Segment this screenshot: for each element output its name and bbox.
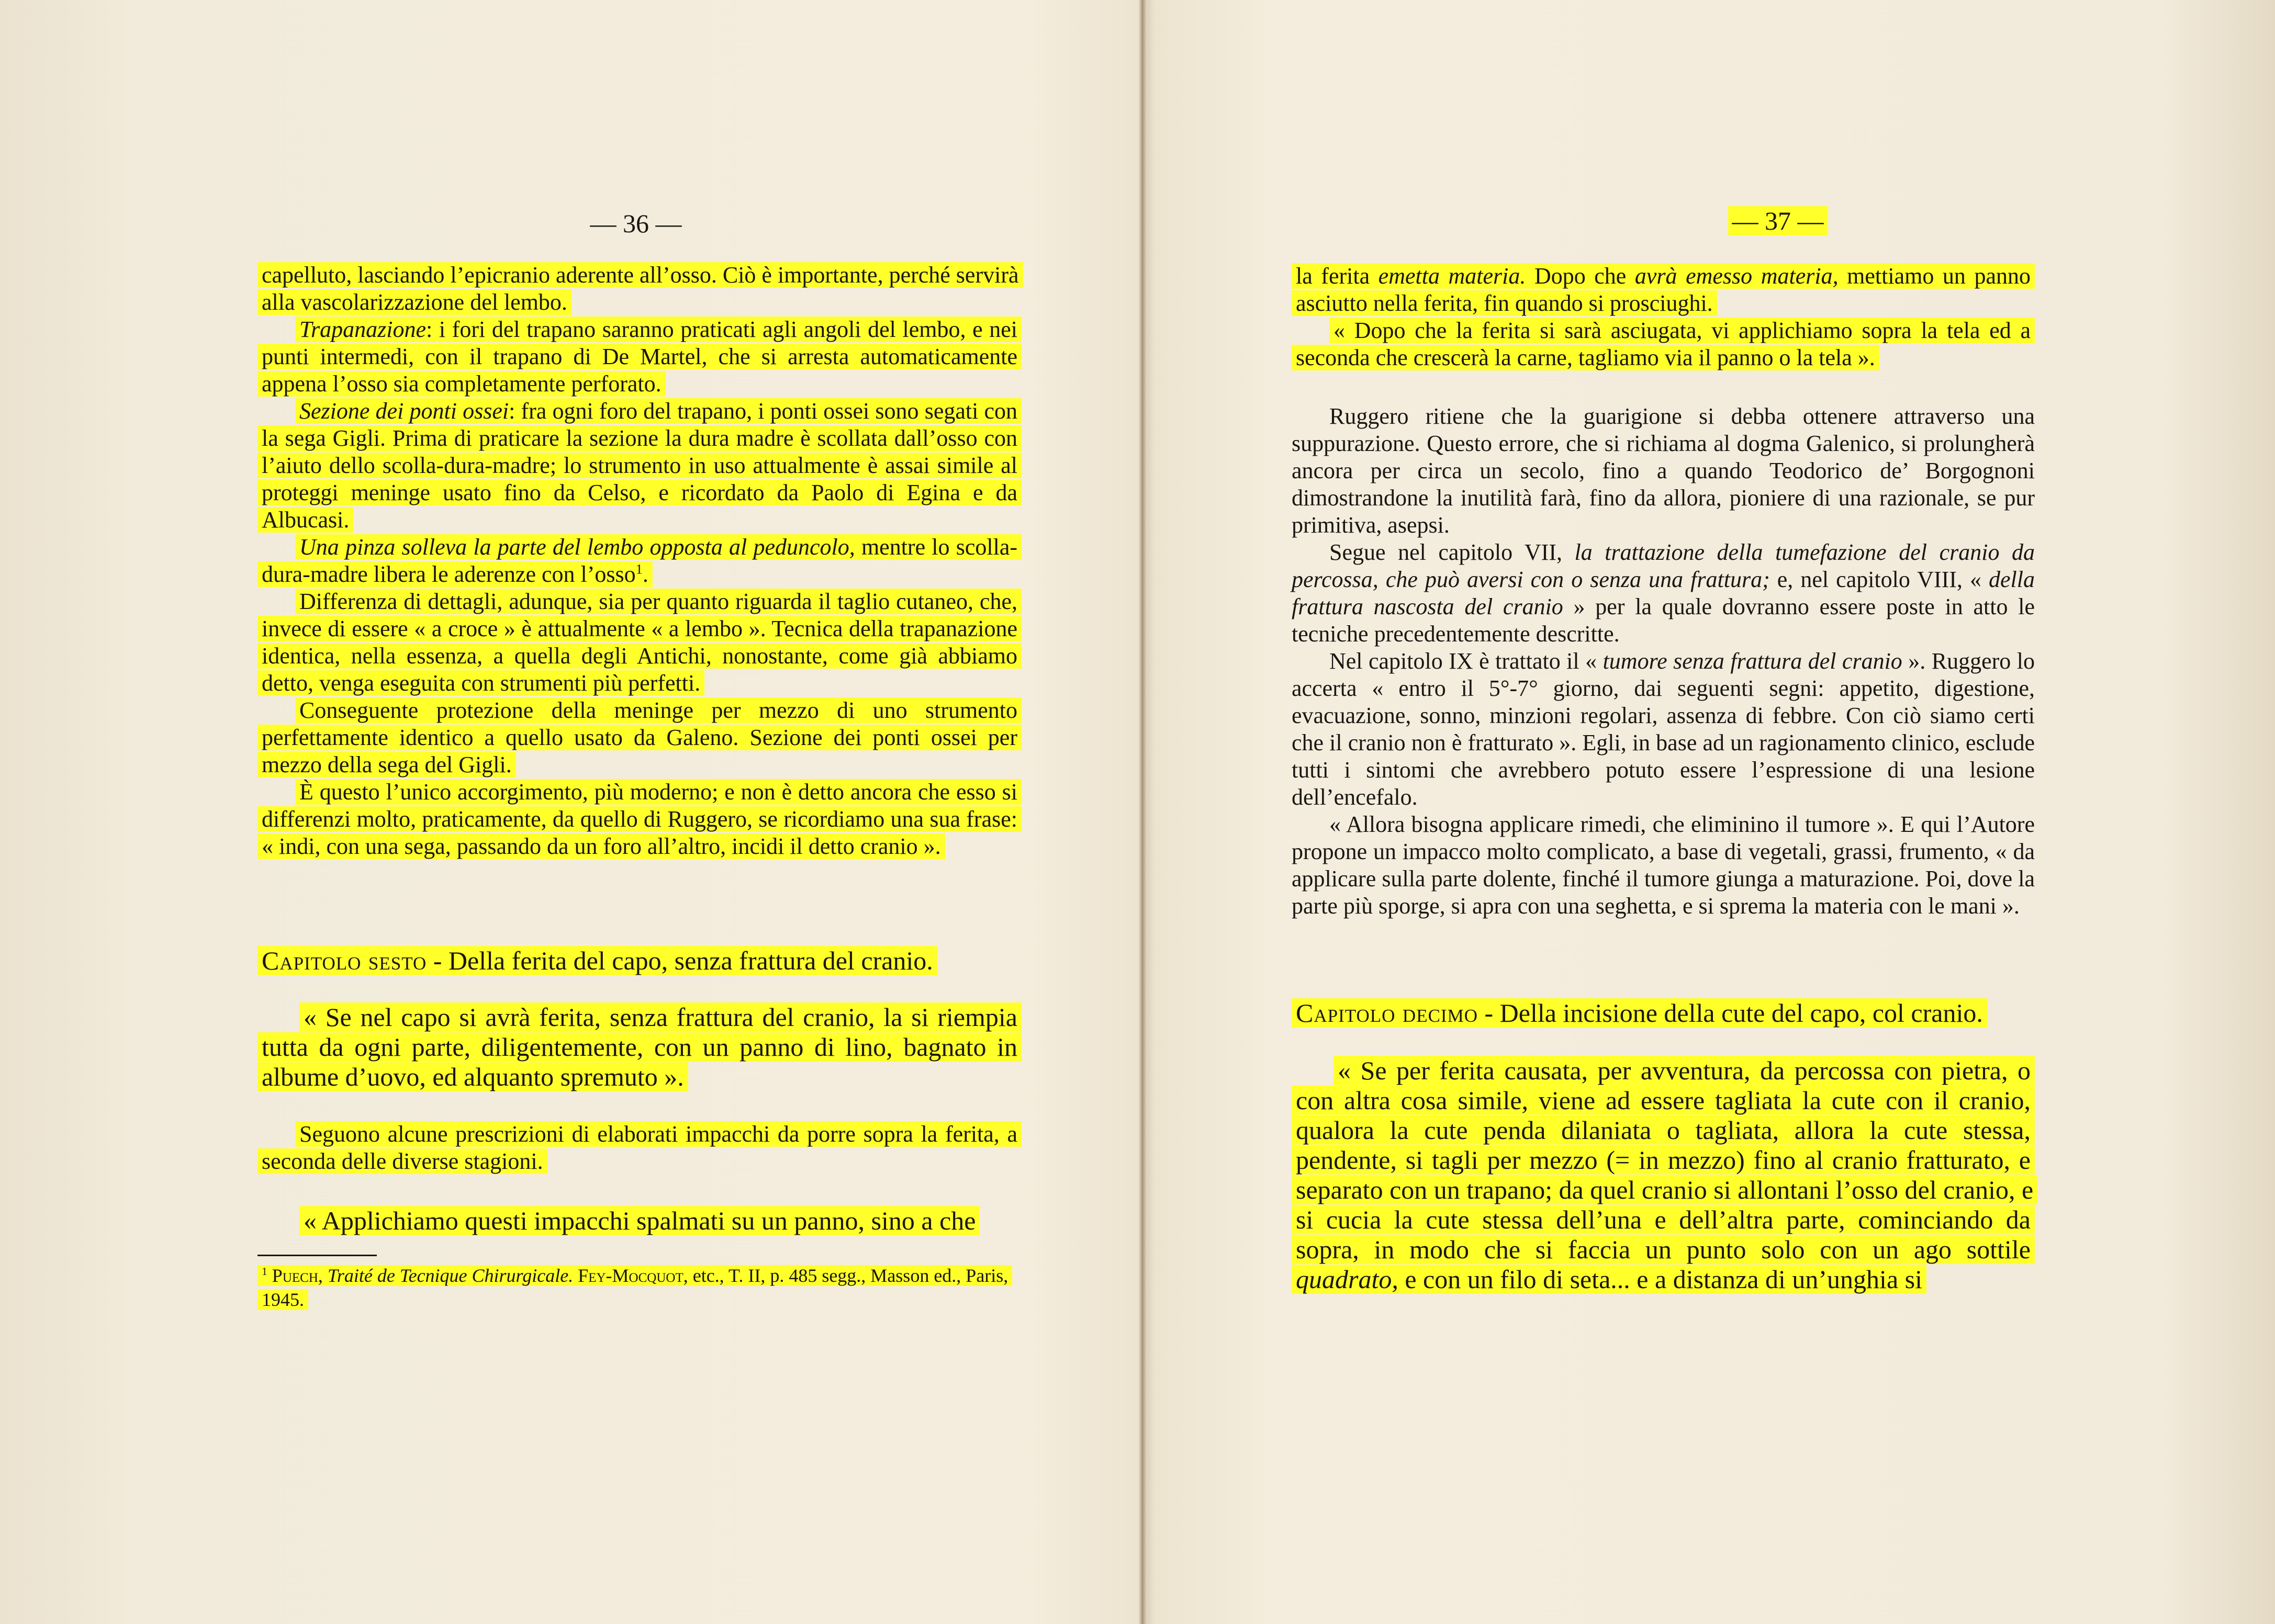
- right-page: [1146, 0, 2275, 1624]
- paragraph: Ruggero ritiene che la guarigione si debba ottenere attraverso una suppurazione. Questo errore, che si richiama al dogma Galenico, si prolungherà ancora per circa un secolo, fino a quando Teodorico de’ Borgognoni dimostrandone la inutilità farà, fino da allora, pioniere di una razionale, se pur primitiva, asepsi.: [1292, 403, 2035, 538]
- paragraph: Una pinza solleva la parte del lembo opposta al peduncolo, mentre lo scolla-dura-madre libera le aderenze con l’osso$^1$.: [257, 534, 1022, 588]
- paragraph: Conseguente protezione della meninge per mezzo di uno strumento perfettamente identico a quello usato da Galeno. Sezione dei ponti ossei per mezzo della sega del Gigli.: [257, 697, 1022, 779]
- chapter-heading-left: Capitolo sesto - Della ferita del capo, senza frattura del cranio.: [257, 945, 937, 976]
- paragraph: Segue nel capitolo VII, la trattazione della tumefazione del cranio da percossa, che può aversi con o senza una frattura; e, nel capitolo VIII, « della frattura nascosta del cranio » per la quale dovranno essere poste in atto le tecniche precedentemente descritte.: [1292, 539, 2035, 647]
- paragraph: « Allora bisogna applicare rimedi, che eliminino il tumore ». E qui l’Autore propone un impacco molto complicato, a base di vegetali, grassi, frumento, « da applicare sulla parte dolente, finché il tumore giunga a maturazione. Poi, dove la parte più sporge, si apra con una seghetta, e si sprema la materia con le mani ».: [1292, 811, 2035, 919]
- left-body-text: [257, 262, 1022, 860]
- page-number-right: — 37 —: [1673, 206, 1882, 236]
- footnote-rule: [257, 1255, 377, 1256]
- footnote: $^1$ Puech, Traité de Tecnique Chirurgicale. Fey-Mocquot, etc., T. II, p. 485 segg., Masson ed., Paris, 1945.: [257, 1264, 1032, 1312]
- quote-block-right: « Se per ferita causata, per avventura, da percossa con pietra, o con altra cosa simile, viene ad essere tagliata la cute con il cranio, qualora la cute penda dilaniata o tagliata, allora la cute stessa, pendente, si tagli per mezzo (= in mezzo) fino al cranio fratturato, e separato con un trapano; da quel cranio si allontani l’osso del cranio, e si cucia la cute stessa dell’una e dell’altra parte, cominciando da sopra, in modo che si faccia un punto solo con un ago sottile quadrato, e con un filo di seta... e a distanza di un’unghia si: [1292, 1056, 2035, 1294]
- paragraph: Trapanazione: i fori del trapano saranno praticati agli angoli del lembo, e nei punti intermedi, con il trapano di De Martel, che si arresta automaticamente appena l’osso sia completamente perforato.: [257, 316, 1022, 398]
- book-gutter: [1139, 0, 1146, 1624]
- quote-last-line-left: « Applichiamo questi impacchi spalmati su un panno, sino a che: [257, 1206, 1022, 1236]
- paragraph: Nel capitolo IX è trattato il « tumore senza frattura del cranio ». Ruggero lo accerta « entro il 5°-7° giorno, dai seguenti segni: appetito, digestione, evacuazione, sonno, minzioni regolari, assenza di febbre. Con ciò siamo certi che il cranio non è fratturato ». Egli, in base ad un ragionamento clinico, esclude tutti i sintomi che avrebbero potuto essere l’espressione di una lesione dell’encefalo.: [1292, 648, 2035, 810]
- paragraph: Sezione dei ponti ossei: fra ogni foro del trapano, i ponti ossei sono segati con la sega Gigli. Prima di praticare la sezione la dura madre è scollata dall’osso con l’aiuto dello scolla-dura-madre; lo strumento in uso attualmente è assai simile al proteggi meninge usato fino da Celso, e ricordato da Paolo di Egina e da Albucasi.: [257, 398, 1022, 534]
- paragraph: È questo l’unico accorgimento, più moderno; e non è detto ancora che esso si differenzi molto, praticamente, da quello di Ruggero, se ricordiamo una sua frase: « indi, con una sega, passando da un foro all’altro, incidi il detto cranio ».: [257, 779, 1022, 860]
- quote-block-left: « Se nel capo si avrà ferita, senza frattura del cranio, la si riempia tutta da ogni parte, diligentemente, con un panno di lino, bagnato in albume d’uovo, ed alquanto spremuto ».: [257, 1002, 1022, 1092]
- paragraph: Differenza di dettagli, adunque, sia per quanto riguarda il taglio cutaneo, che, invece di essere « a croce » è attualmente « a lembo ». Tecnica della trapanazione identica, nella essenza, a quella degli Antichi, nonostante, come già abbiamo detto, venga eseguita con strumenti più perfetti.: [257, 588, 1022, 697]
- paragraph: capelluto, lasciando l’epicranio aderente all’osso. Ciò è importante, perché servirà alla vascolarizzazione del lembo.: [257, 262, 1022, 316]
- right-body-text: [1292, 403, 2035, 920]
- right-top-text: la ferita emetta materia. Dopo che avrà emesso materia, mettiamo un panno asciutto nella ferita, fin quando si prosciughi. « Dopo che la ferita si sarà asciugata, vi applichiamo sopra la tela ed a seconda che crescerà la carne, tagliamo via il panno o la tela ».: [1292, 263, 2035, 371]
- footnote-ref: 1: [635, 561, 643, 577]
- chapter-heading-right: Capitolo decimo - Della incisione della cute del capo, col cranio.: [1292, 997, 1987, 1029]
- page-number-left: — 36 —: [590, 209, 682, 238]
- after-quote-text: Seguono alcune prescrizioni di elaborati impacchi da porre sopra la ferita, a seconda delle diverse stagioni.: [257, 1121, 1022, 1175]
